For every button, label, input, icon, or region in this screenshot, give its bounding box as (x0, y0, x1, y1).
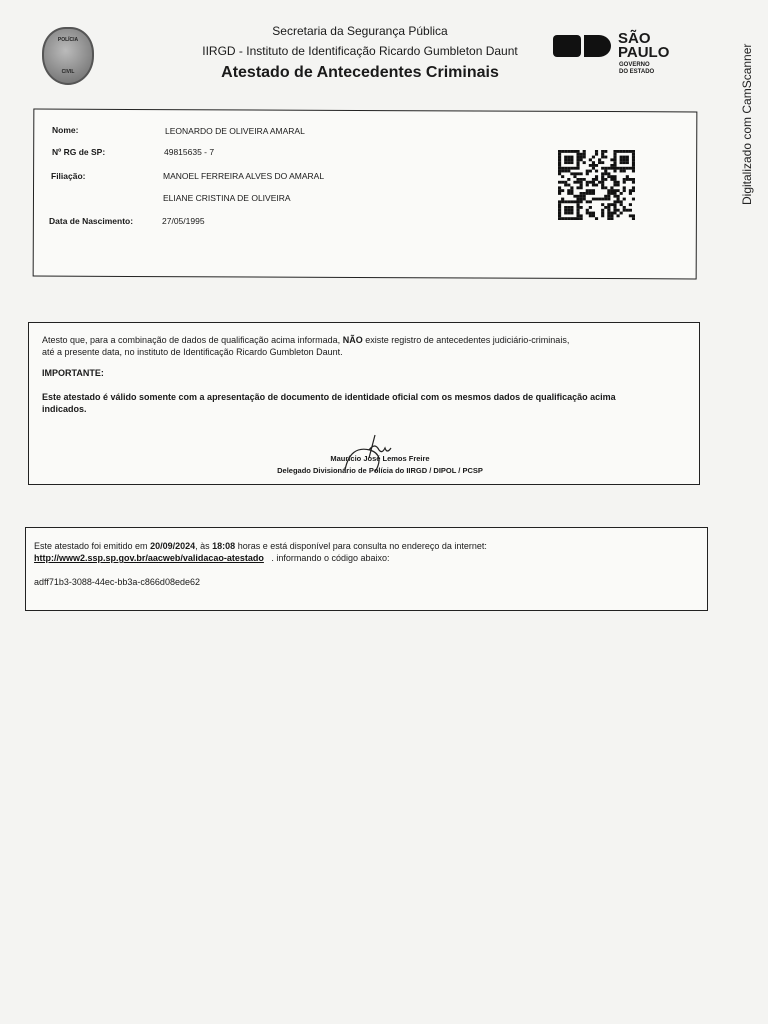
sp-logo-text: SÃO PAULO (618, 30, 670, 61)
validation-url-link[interactable]: http://www2.ssp.sp.gov.br/aacweb/validacao-atestado (34, 553, 264, 563)
signer-name: Maurício José Lemos Freire (330, 454, 430, 463)
badge-text-bottom: CIVIL (61, 69, 75, 75)
sp-logo-subtitle: GOVERNO DO ESTADO (619, 62, 655, 75)
document-title: Atestado de Antecedentes Criminais (221, 64, 499, 81)
name-label: Nome: (52, 125, 79, 135)
father-value: MANOEL FERREIRA ALVES DO AMARAL (163, 171, 325, 181)
header-secretaria: Secretaria da Segurança Pública (272, 24, 448, 38)
name-value: LEONARDO DE OLIVEIRA AMARAL (165, 126, 305, 136)
validation-text: Este atestado foi emitido em 20/09/2024, às 18:08 horas e está disponível para consulta no endereço da internet: http://www2.ssp.sp.gov.br/aacweb/validacao-atestado . informando o código abaixo: (34, 541, 487, 563)
important-text: Este atestado é válido somente com a apresentação de documento de identidade oficial com os mesmos dados de qualificação acima indicados. (42, 392, 616, 414)
camscanner-watermark: Digitalizado com CamScanner (740, 43, 754, 205)
header-institute: IIRGD - Instituto de Identificação Ricardo Gumbleton Daunt (202, 44, 518, 58)
sp-logo-mark (553, 33, 613, 59)
rg-label: Nº RG de SP: (52, 147, 106, 157)
important-label: IMPORTANTE: (42, 368, 104, 378)
badge-text-top: POLÍCIA (57, 37, 79, 43)
mother-value: ELIANE CRISTINA DE OLIVEIRA (163, 193, 291, 203)
rg-value: 49815635 - 7 (164, 147, 215, 157)
birth-label: Data de Nascimento: (49, 216, 134, 226)
qr-code[interactable] (558, 150, 635, 220)
parents-label: Filiação: (51, 171, 86, 181)
birth-value: 27/05/1995 (162, 216, 205, 226)
validation-code: adff71b3-3088-44ec-bb3a-c866d08ede62 (34, 577, 200, 587)
policia-civil-badge-logo (42, 27, 94, 85)
signer-title: Delegado Divisionário de Polícia do IIRGD / DIPOL / PCSP (277, 466, 483, 475)
certificate-statement: Atesto que, para a combinação de dados de qualificação acima informada, NÃO existe registro de antecedentes judiciário-criminais, até a presente data, no instituto de Identificação Ricardo Gumbleton Daunt. (42, 335, 570, 357)
